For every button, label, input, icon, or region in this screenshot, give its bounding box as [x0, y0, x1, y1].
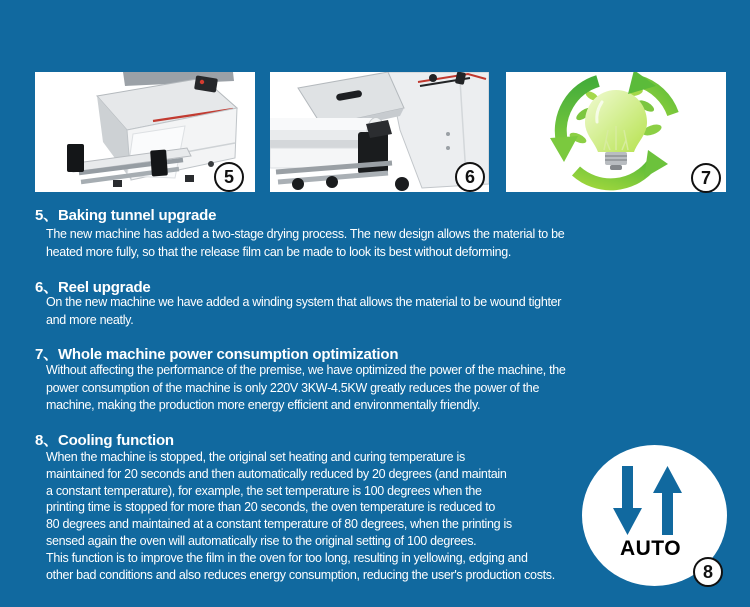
down-arrow-icon — [613, 466, 642, 535]
panel-number-badge-5: 5 — [214, 162, 244, 192]
section-body-reel: On the new machine we have added a winding system that allows the material to be wound tighter and more neatly. — [46, 295, 562, 327]
section-heading-baking-tunnel: 5、Baking tunnel upgrade — [35, 207, 217, 224]
panel-number-badge-6: 6 — [455, 162, 485, 192]
section-heading-power: 7、Whole machine power consumption optimization — [35, 346, 399, 363]
auto-label: AUTO — [619, 537, 682, 560]
panel-number-badge-8: 8 — [693, 557, 723, 587]
section-body-cooling: When the machine is stopped, the original set heating and curing temperature is maintained for 20 seconds and then automatically reduced by 20 degrees (and maintain a constant temperature), for example, the set temperature is 100 degrees when the printing time is stopped for more than 20 seconds, the oven temperature is reduced to 80 degrees and maintained at a constant temperature of 80 degrees, when the printing is sensed again the oven will automatically rise to the original setting of 100 degrees. This function is to improve the film in the oven for too long, resulting in yellowing, edging and other bad conditions and also reduces energy consumption, reducing the user's production costs. — [46, 450, 555, 582]
section-body-power: Without affecting the performance of the premise, we have optimized the power of the machine, the power consumption of the machine is only 220V 3KW-4.5KW greatly reduces the power of the machine, making the production more energy efficient and environmentally friendly. — [46, 363, 566, 412]
up-arrow-icon — [653, 466, 682, 535]
section-heading-reel: 6、Reel upgrade — [35, 279, 151, 296]
section-body-baking-tunnel: The new machine has added a two-stage drying process. The new design allows the material to be heated more fully, so that the release film can be made to look its best without deforming. — [46, 227, 565, 259]
panel-number-badge-7: 7 — [691, 163, 721, 193]
section-heading-cooling: 8、Cooling function — [35, 432, 174, 449]
